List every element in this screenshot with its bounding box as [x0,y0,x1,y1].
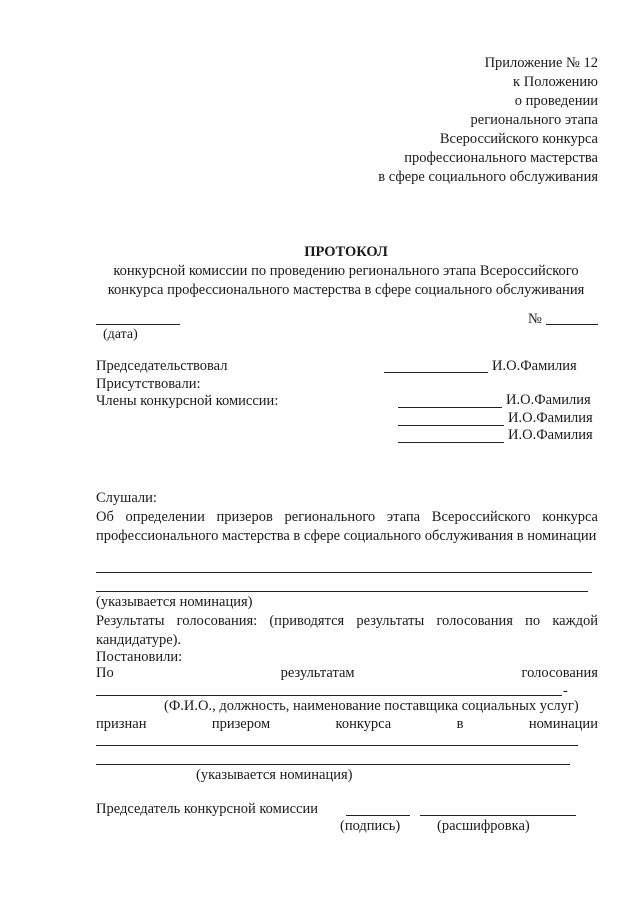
member-name: И.О.Фамилия [508,427,593,443]
winner-line[interactable] [96,695,562,696]
member-sign-line[interactable] [398,407,502,408]
voting-text: Результаты голосования: (приводятся результаты голосования по каждой кандидатуре). [96,613,598,648]
member-name: И.О.Фамилия [508,410,593,426]
member-name: И.О.Фамилия [506,392,591,408]
signature-hint: (подпись) [340,818,401,834]
appendix-line: Всероссийского конкурса [439,131,598,147]
decision-word: конкурса [335,716,392,732]
nomination-hint: (указывается номинация) [96,594,253,610]
chaired-label: Председательствовал [96,358,228,374]
date-line[interactable] [96,324,180,325]
decision-word: призером [211,716,271,732]
member-sign-line[interactable] [398,425,504,426]
appendix-line: профессионального мастерства [404,150,598,166]
date-label: (дата) [103,327,138,342]
decision-word: признан [96,716,147,732]
document-subtitle: конкурса профессионального мастерства в сфере социального обслуживания [107,282,585,298]
chaired-sign-line[interactable] [384,372,488,373]
decision-nomination-line[interactable] [96,745,578,746]
present-label: Присутствовали: [96,376,201,392]
heard-label: Слушали: [96,490,157,506]
decision-row [96,716,598,733]
appendix-line: регионального этапа [470,112,598,128]
winner-dash: - [563,683,568,699]
appendix-line: в сфере социального обслуживания [378,169,598,185]
number-label: № [528,311,542,327]
decision-word: По [96,665,114,681]
decision-nomination-line[interactable] [96,764,570,765]
decision-nomination-hint: (указывается номинация) [196,767,353,783]
appendix-line: о проведении [514,93,598,109]
decode-hint: (расшифровка) [437,818,530,834]
member-sign-line[interactable] [398,442,504,443]
decision-row [96,665,598,682]
decision-word: в [456,716,464,732]
appendix-block [378,54,598,187]
document-title: ПРОТОКОЛ [304,244,388,260]
decision-word: голосования [521,665,598,681]
appendix-line: Приложение № 12 [484,55,598,71]
signature-label: Председатель конкурсной комиссии [96,801,318,817]
heard-text: Об определении призеров регионального этапа Всероссийского конкурса профессионального мастерства в сфере социального обслуживания в номинации [96,509,598,544]
fio-hint: (Ф.И.О., должность, наименование поставщика социальных услуг) [164,698,579,714]
decision-word: номинации [528,716,598,732]
members-label: Члены конкурсной комиссии: [96,393,279,409]
appendix-line: к Положению [513,74,598,90]
decision-word: результатам [280,665,355,681]
document-subtitle: конкурсной комиссии по проведению регионального этапа Всероссийского [113,263,579,279]
nomination-line[interactable] [96,591,588,592]
nomination-line[interactable] [96,572,592,573]
chaired-name: И.О.Фамилия [492,358,577,374]
signature-line[interactable] [346,815,410,816]
decode-line[interactable] [420,815,576,816]
number-line[interactable] [546,324,598,325]
decided-label: Постановили: [96,649,183,665]
